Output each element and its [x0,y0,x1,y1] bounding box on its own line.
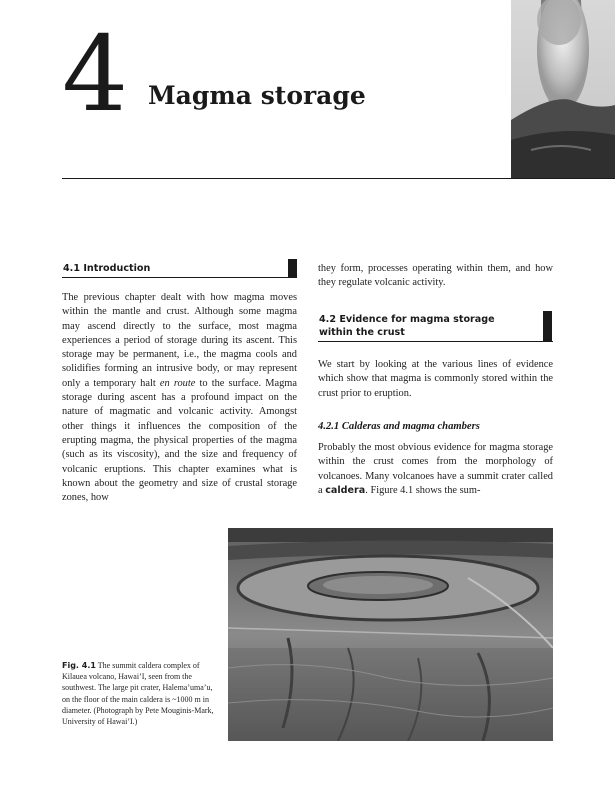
section-4-2-bar [543,311,552,342]
section-4-1-rule [62,277,297,278]
section-4-2-heading-line1: 4.2 Evidence for magma storage [319,314,495,325]
chapter-number: 4 [62,13,129,135]
intro-italic: en route [159,377,196,389]
figure-label: Fig. 4.1 [62,661,96,670]
chapter-title: Magma storage [148,81,366,110]
section-4-2-1-heading: 4.2.1 Calderas and magma chambers [318,421,480,432]
figure-caption-text: The summit caldera complex of Kilauea volcano, Hawai’I, seen from the southwest. The large pit crater, Halema’uma’u, on the floor of the main caldera is ~1000 m in diameter. (Photograph by Pete Mouginis-Mark, University of Hawai’I.) [62,661,214,727]
section-4-2-heading-line2: within the crust [319,327,405,338]
section-4-2-paragraph: We start by looking at the various lines of evidence which show that magma is commonly stored within the crust prior to eruption. [318,359,553,399]
caldera-photo [228,528,553,741]
caldera-term: caldera [325,484,366,496]
section-4-2-rule [318,341,553,342]
figure-caption [62,660,222,727]
section-4-2-1-paragraph: Probably the most obvious evidence for magma storage within the crust comes from the morphology of volcanoes. Many volcanoes have a summit crater called a caldera. Figure 4.1 shows the sum- [318,442,553,496]
eruption-photo [511,0,615,178]
header-rule [62,178,615,179]
section-4-1-bar [288,259,297,278]
section-4-1-heading: 4.1 Introduction [63,263,151,274]
column2-continuation: they form, processes operating within them, and how they regulate volcanic activity. [318,263,553,289]
intro-paragraph: The previous chapter dealt with how magma moves within the mantle and crust. Although some magma may ascend directly to the surface, most magma experiences a period of storage during its ascent. This storage may be permanent, i.e., the magma cools and solidifies forming an intrusive body, or may represent only a temporary halt en route to the surface. Magma storage during ascent has a profound impact on the nature of magmatic and volcanic activity. Amongst other things it influences the composition of the erupting magma, the physical properties of the magma (such as its viscosity), and the size and frequency of volcanic eruptions. This chapter examines what is known about the geometry and size of crustal storage zones, how [62,292,297,504]
